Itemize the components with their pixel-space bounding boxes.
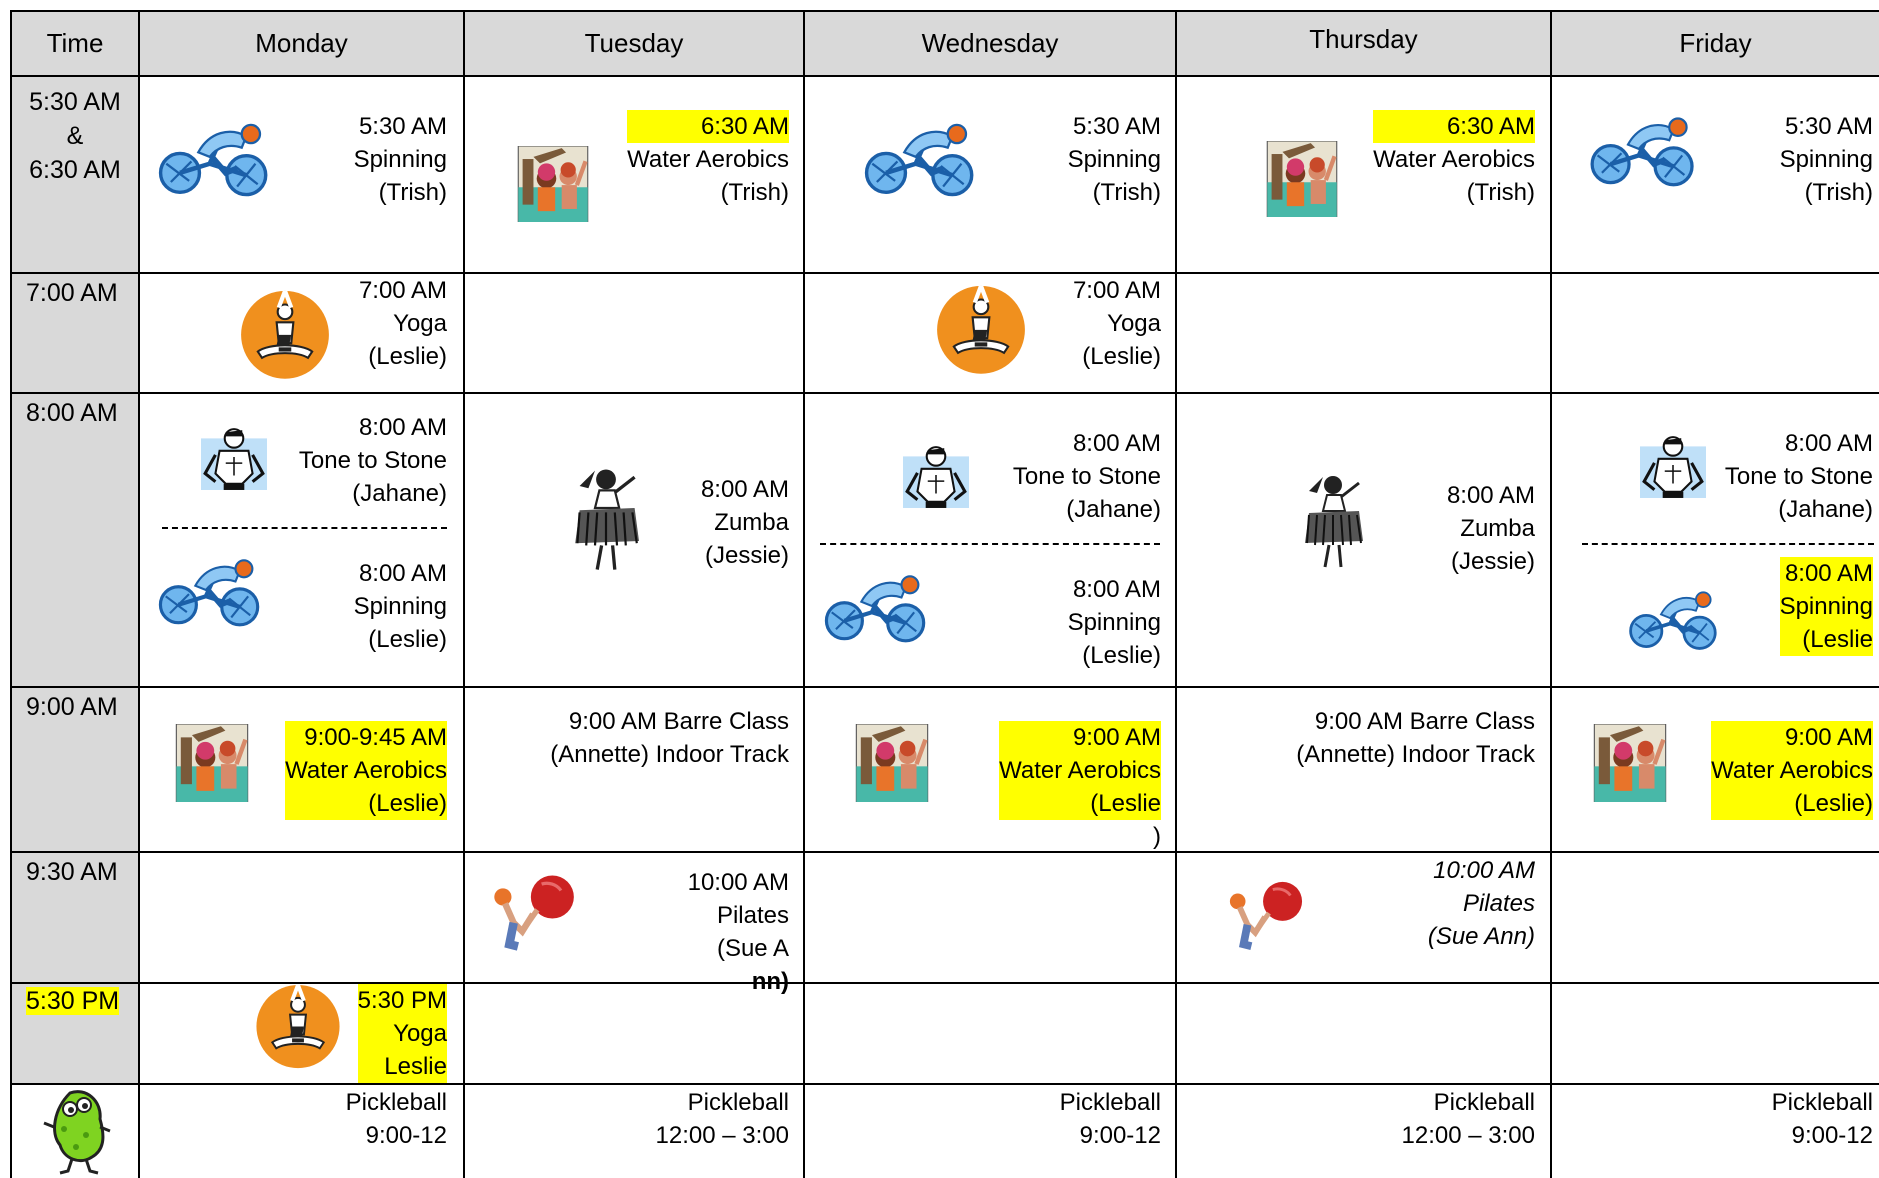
class-wed-yoga: 7:00 AM Yoga (Leslie): [1072, 277, 1161, 370]
divider: [820, 543, 1160, 545]
class-tue-barre: 9:00 AM Barre Class (Annette) Indoor Track: [550, 708, 789, 768]
header-wednesday: Wednesday: [805, 12, 1175, 75]
class-thu-pilates: 10:00 AM Pilates (Sue Ann): [1427, 857, 1535, 950]
class-tue-pilates: 10:00 AM Pilates (Sue A nn): [687, 869, 789, 995]
class-mon-water-aerobics: 9:00-9:45 AM Water Aerobics (Leslie): [285, 721, 447, 820]
pickle-mascot-icon: [42, 1087, 114, 1177]
pickleball-tue: Pickleball 12:00 – 3:00: [655, 1089, 789, 1149]
divider: [1582, 543, 1874, 545]
header-thursday: Thursday: [1177, 12, 1550, 75]
time-label: 6:30 AM: [29, 156, 121, 184]
class-thu-barre: 9:00 AM Barre Class (Annette) Indoor Track: [1296, 708, 1535, 768]
yoga-icon: [935, 282, 1027, 386]
bodybuilder-icon: [201, 422, 267, 494]
time-slot-930am: 9:30 AM: [12, 853, 138, 982]
water-aerobics-icon: [513, 146, 593, 222]
cyclist-icon: [152, 554, 264, 628]
time-slot-early: [12, 77, 138, 272]
header-time: Time: [12, 12, 138, 75]
cyclist-icon: [1626, 585, 1718, 653]
class-mon-yoga: 7:00 AM Yoga (Leslie): [358, 277, 447, 370]
cyclist-icon: [818, 570, 930, 644]
pilates-ball-icon: [490, 872, 576, 952]
header-friday: Friday: [1552, 12, 1879, 75]
pickleball-thu: Pickleball 12:00 – 3:00: [1401, 1089, 1535, 1149]
class-mon-evening-yoga: 5:30 PM Yoga Leslie: [358, 984, 447, 1083]
class-fri-water-aerobics: 9:00 AM Water Aerobics (Leslie): [1711, 721, 1873, 820]
hula-dancer-icon: [562, 462, 650, 576]
time-ampersand: &: [66, 122, 84, 150]
pilates-ball-icon: [1226, 878, 1304, 952]
time-slot-9am: 9:00 AM: [12, 688, 138, 851]
class-mon-spinning: 5:30 AM Spinning (Trish): [353, 113, 447, 206]
pickleball-icon-cell: [12, 1085, 138, 1178]
yoga-icon: [239, 287, 331, 391]
class-wed-spinning: 5:30 AM Spinning (Trish): [1067, 113, 1161, 206]
time-slot-7am: 7:00 AM: [12, 274, 138, 392]
class-fri-spinning: 5:30 AM Spinning (Trish): [1779, 113, 1873, 206]
hula-dancer-icon: [1293, 464, 1373, 578]
water-aerobics-icon: [1590, 724, 1670, 802]
class-mon-spinning-8am: 8:00 AM Spinning (Leslie): [353, 560, 447, 653]
time-label: 5:30 PM: [26, 987, 120, 1015]
pickleball-fri: Pickleball 9:00-12: [1771, 1089, 1873, 1149]
water-aerobics-icon: [852, 724, 932, 802]
pickleball-wed: Pickleball 9:00-12: [1059, 1089, 1161, 1149]
time-slot-530pm: [12, 984, 138, 1083]
time-slot-8am: 8:00 AM: [12, 394, 138, 686]
class-mon-tone-to-stone: 8:00 AM Tone to Stone (Jahane): [298, 414, 447, 507]
class-fri-spinning-8am: 8:00 AM Spinning (Leslie: [1780, 557, 1873, 656]
bodybuilder-icon: [903, 440, 969, 512]
class-thu-zumba: 8:00 AM Zumba (Jessie): [1446, 482, 1535, 575]
header-monday: Monday: [140, 12, 463, 75]
class-fri-tone-to-stone: 8:00 AM Tone to Stone (Jahane): [1724, 430, 1873, 523]
cyclist-icon: [152, 118, 272, 198]
water-aerobics-icon: [172, 724, 252, 802]
cyclist-icon: [1586, 112, 1696, 188]
bodybuilder-icon: [1640, 430, 1706, 502]
header-tuesday: Tuesday: [465, 12, 803, 75]
class-thu-water-aerobics: 6:30 AM Water Aerobics (Trish): [1373, 110, 1535, 209]
time-label: 5:30 AM: [29, 88, 121, 116]
water-aerobics-icon: [1263, 141, 1341, 217]
class-wed-tone-to-stone: 8:00 AM Tone to Stone (Jahane): [1012, 430, 1161, 523]
class-wed-water-aerobics: 9:00 AM Water Aerobics (Leslie ): [999, 721, 1161, 853]
cyclist-icon: [858, 118, 978, 198]
class-tue-zumba: 8:00 AM Zumba (Jessie): [700, 476, 789, 569]
yoga-icon: [253, 983, 343, 1078]
divider: [162, 527, 447, 529]
class-tue-water-aerobics: 6:30 AM Water Aerobics (Trish): [627, 110, 789, 209]
pickleball-mon: Pickleball 9:00-12: [345, 1089, 447, 1149]
class-wed-spinning-8am: 8:00 AM Spinning (Leslie): [1067, 576, 1161, 669]
